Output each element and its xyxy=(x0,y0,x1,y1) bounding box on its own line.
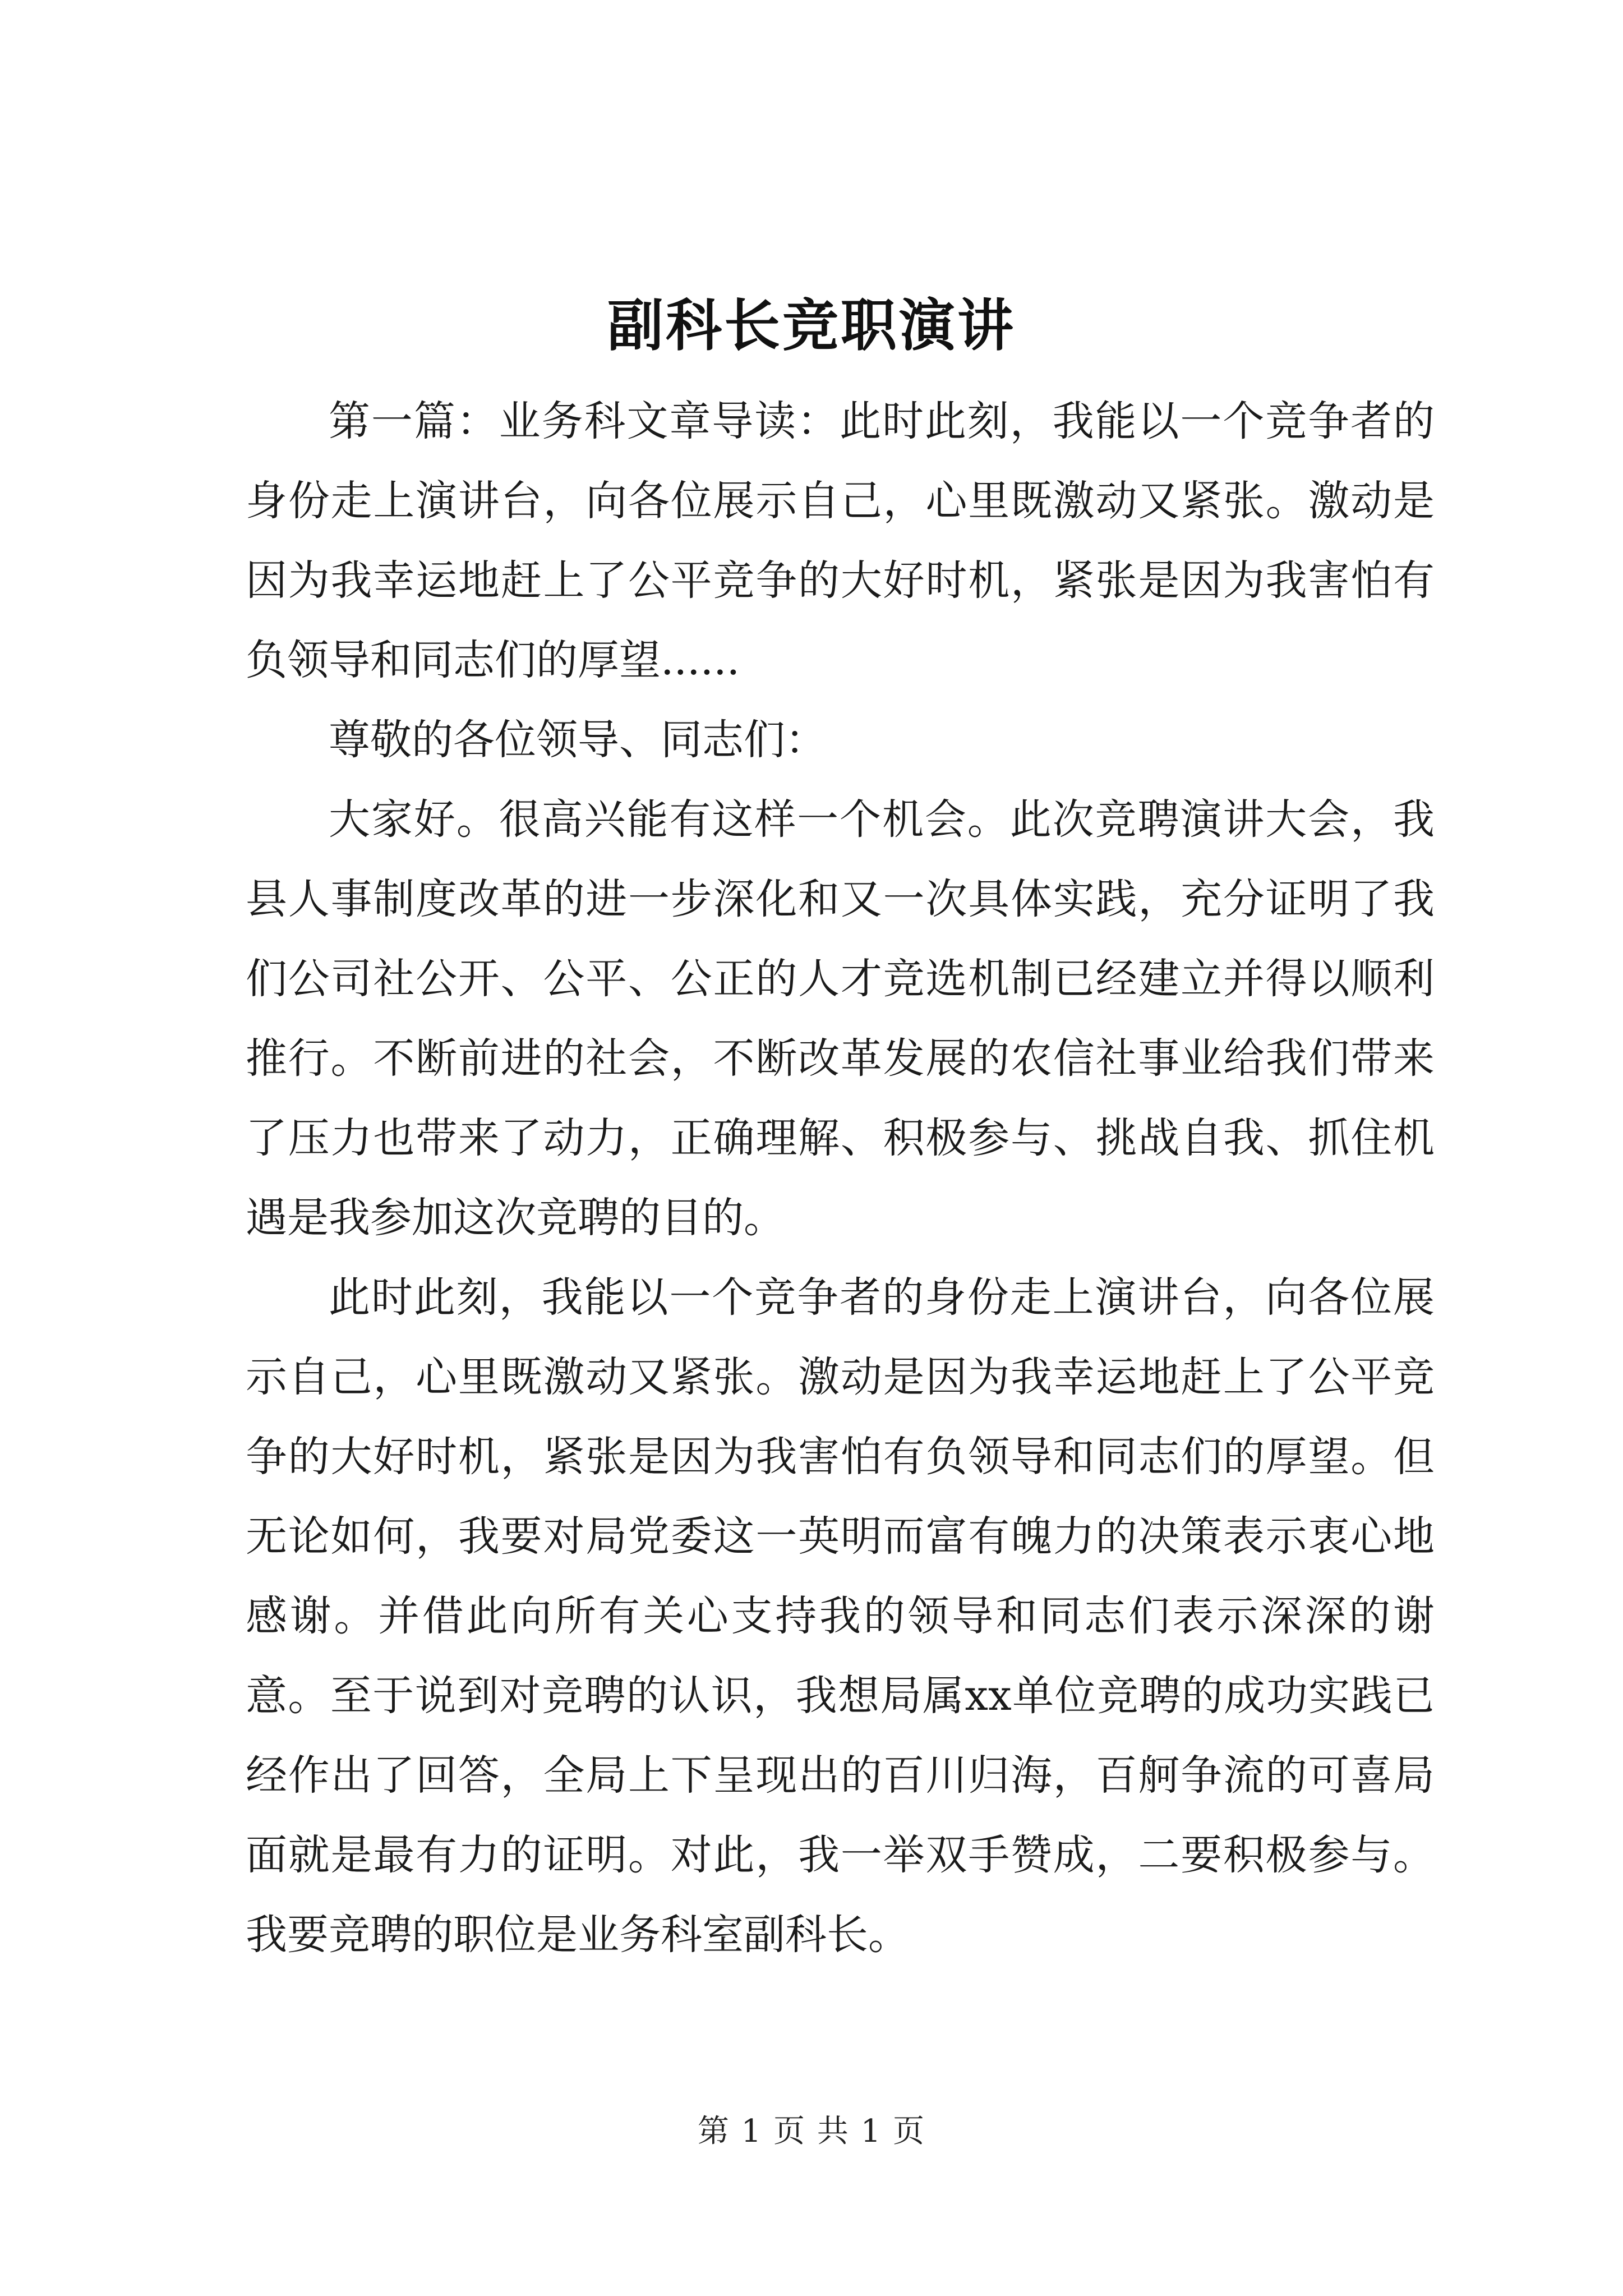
page-footer: 第 1 页 共 1 页 xyxy=(697,2113,926,2150)
document-body xyxy=(246,381,1435,1975)
paragraph-intro: 第一篇：业务科文章导读：此时此刻，我能以一个竞争者的身份走上演讲台，向各位展示自己，心里既激动又紧张。激动是因为我幸运地赶上了公平竞争的大好时机，紧张是因为我害怕有负领导和同志们的厚望...... xyxy=(246,397,1435,684)
document-title: 副科长竞职演讲 xyxy=(607,292,1016,358)
paragraph-main: 此时此刻，我能以一个竞争者的身份走上演讲台，向各位展示自己，心里既激动又紧张。激动是因为我幸运地赶上了公平竞争的大好时机，紧张是因为我害怕有负领导和同志们的厚望。但无论如何，我要对局党委这一英明而富有魄力的决策表示衷心地感谢。并借此向所有关心支持我的领导和同志们表示深深的谢意。至于说到对竞聘的认识，我想局属xx单位竞聘的成功实践已经作出了回答，全局上下呈现出的百川归海，百舸争流的可喜局面就是最有力的证明。对此，我一举双手赞成，二要积极参与。我要竞聘的职位是业务科室副科长。 xyxy=(246,1273,1435,1959)
paragraph-greeting: 大家好。很高兴能有这样一个机会。此次竞聘演讲大会，我县人事制度改革的进一步深化和又一次具体实践，充分证明了我们公司社公开、公平、公正的人才竞选机制已经建立并得以顺利推行。不断前进的社会，不断改革发展的农信社事业给我们带来了压力也带来了动力，正确理解、积极参与、挑战自我、抓住机遇是我参加这次竞聘的目的。 xyxy=(246,795,1435,1242)
paragraph-salutation: 尊敬的各位领导、同志们： xyxy=(329,716,827,764)
